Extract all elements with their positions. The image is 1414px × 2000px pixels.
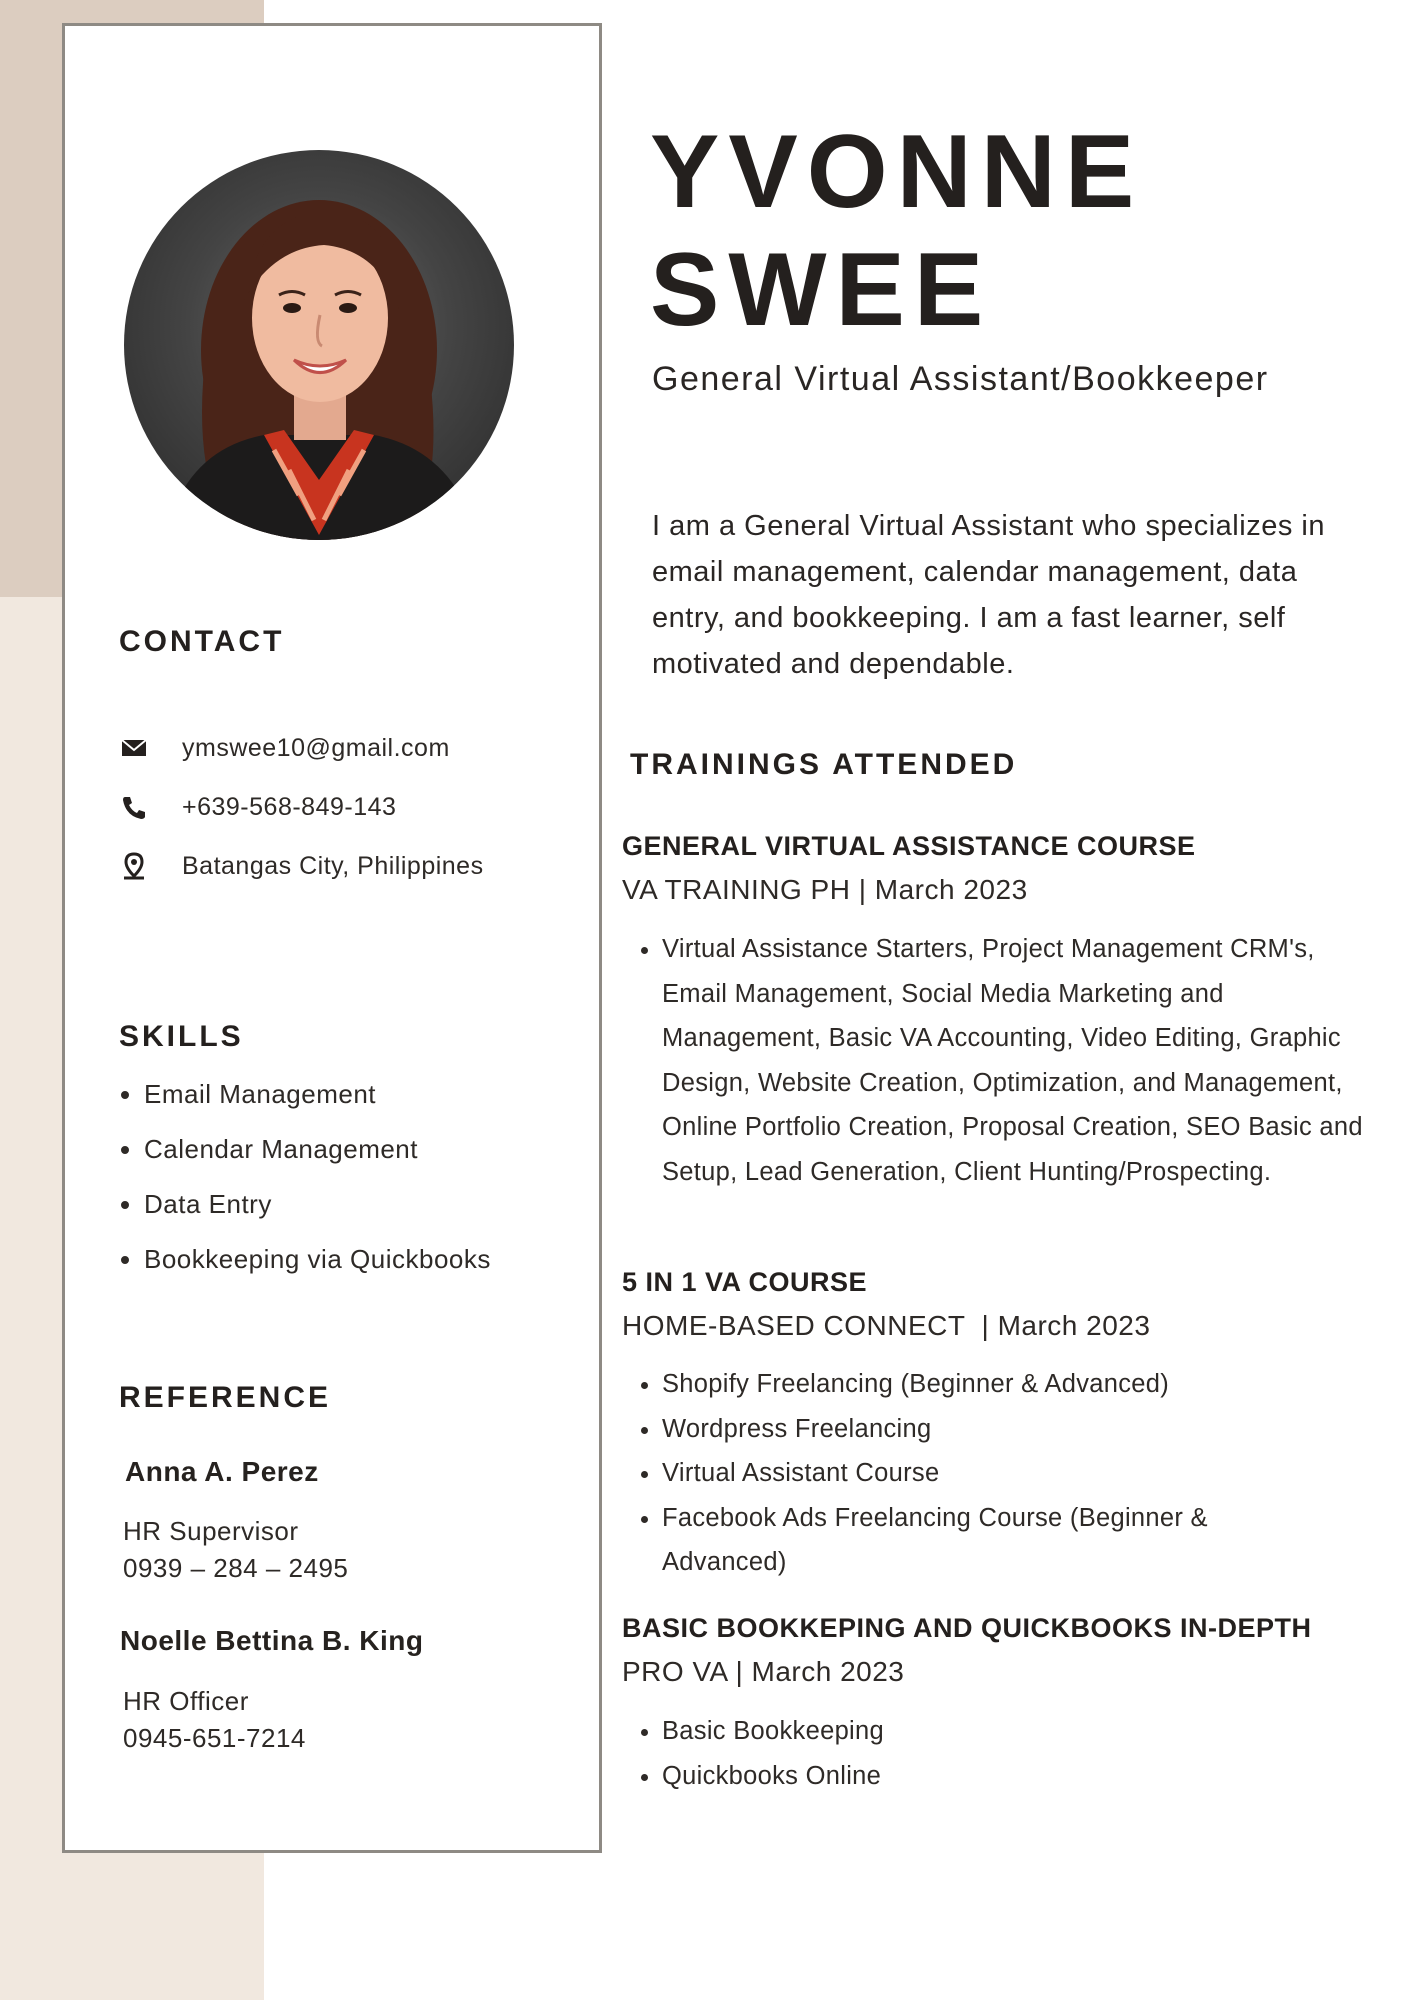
- course-bullet: • Wordpress Freelancing: [662, 1407, 1262, 1452]
- course-subtitle: PRO VA | March 2023: [622, 1656, 905, 1687]
- skills-heading: SKILLS: [119, 1020, 244, 1053]
- envelope-icon: [120, 734, 148, 762]
- course-title: 5 IN 1 VA COURSE: [622, 1267, 868, 1297]
- skill-item: • Bookkeeping via Quickbooks: [144, 1238, 491, 1293]
- contact-heading: CONTACT: [119, 625, 285, 658]
- course-bullet: • Facebook Ads Freelancing Course (Beginner & Advanced): [662, 1496, 1262, 1585]
- skill-item: • Data Entry: [144, 1183, 491, 1238]
- trainings-heading: TRAININGS ATTENDED: [630, 748, 1018, 781]
- reference-phone: 0939 – 284 – 2495: [123, 1553, 349, 1583]
- skill-item: • Calendar Management: [144, 1128, 491, 1183]
- course-bullet: • Shopify Freelancing (Beginner & Advanced): [662, 1362, 1262, 1407]
- course-subtitle: HOME-BASED CONNECT | March 2023: [622, 1310, 1151, 1341]
- name-last: SWEE: [650, 232, 993, 348]
- profile-summary: I am a General Virtual Assistant who specializes in email management, calendar management, data entry, and bookkeeping. I am a fast learner, self motivated and dependable.: [652, 510, 1325, 680]
- course-bullets: [630, 927, 1372, 1194]
- course-bullet: • Virtual Assistant Course: [662, 1451, 1262, 1496]
- course-bullets: [630, 1709, 1362, 1798]
- course-bullet: • Basic Bookkeeping: [662, 1709, 1362, 1754]
- course-title: BASIC BOOKKEPING AND QUICKBOOKS IN-DEPTH: [622, 1613, 1312, 1643]
- contact-location: [120, 846, 484, 886]
- location-text: Batangas City, Philippines: [182, 851, 484, 880]
- email-text: ymswee10@gmail.com: [182, 733, 450, 762]
- portrait-illustration: [124, 150, 514, 540]
- course-title: GENERAL VIRTUAL ASSISTANCE COURSE: [622, 831, 1196, 861]
- phone-text: +639-568-849-143: [182, 792, 397, 821]
- course-bullet: • Quickbooks Online: [662, 1754, 1362, 1799]
- reference-name: Anna A. Perez: [125, 1456, 319, 1487]
- skills-list: [112, 1073, 491, 1293]
- course-bullet: • Virtual Assistance Starters, Project Management CRM's, Email Management, Social Media Marketing and Management, Basic VA Accounting, Video Editing, Graphic Design, Website Creation, Optimization, and Management, Online Portfolio Creation, Proposal Creation, SEO Basic and Setup, Lead Generation, Client Hunting/Prospecting.: [662, 927, 1372, 1194]
- job-title: General Virtual Assistant/Bookkeeper: [652, 360, 1269, 398]
- course-subtitle: VA TRAINING PH | March 2023: [622, 874, 1028, 905]
- phone-icon: [120, 793, 148, 821]
- map-pin-icon: [120, 852, 148, 880]
- contact-email[interactable]: [120, 728, 450, 768]
- course-bullets: [630, 1362, 1262, 1585]
- profile-photo: [124, 150, 514, 540]
- reference-heading: REFERENCE: [119, 1381, 332, 1414]
- reference-name: Noelle Bettina B. King: [120, 1625, 424, 1656]
- skill-item: • Email Management: [144, 1073, 491, 1128]
- contact-phone[interactable]: [120, 787, 396, 827]
- name-first: YVONNE: [650, 114, 1144, 230]
- reference-title: HR Officer: [123, 1686, 249, 1716]
- reference-phone: 0945-651-7214: [123, 1723, 306, 1753]
- reference-title: HR Supervisor: [123, 1516, 299, 1546]
